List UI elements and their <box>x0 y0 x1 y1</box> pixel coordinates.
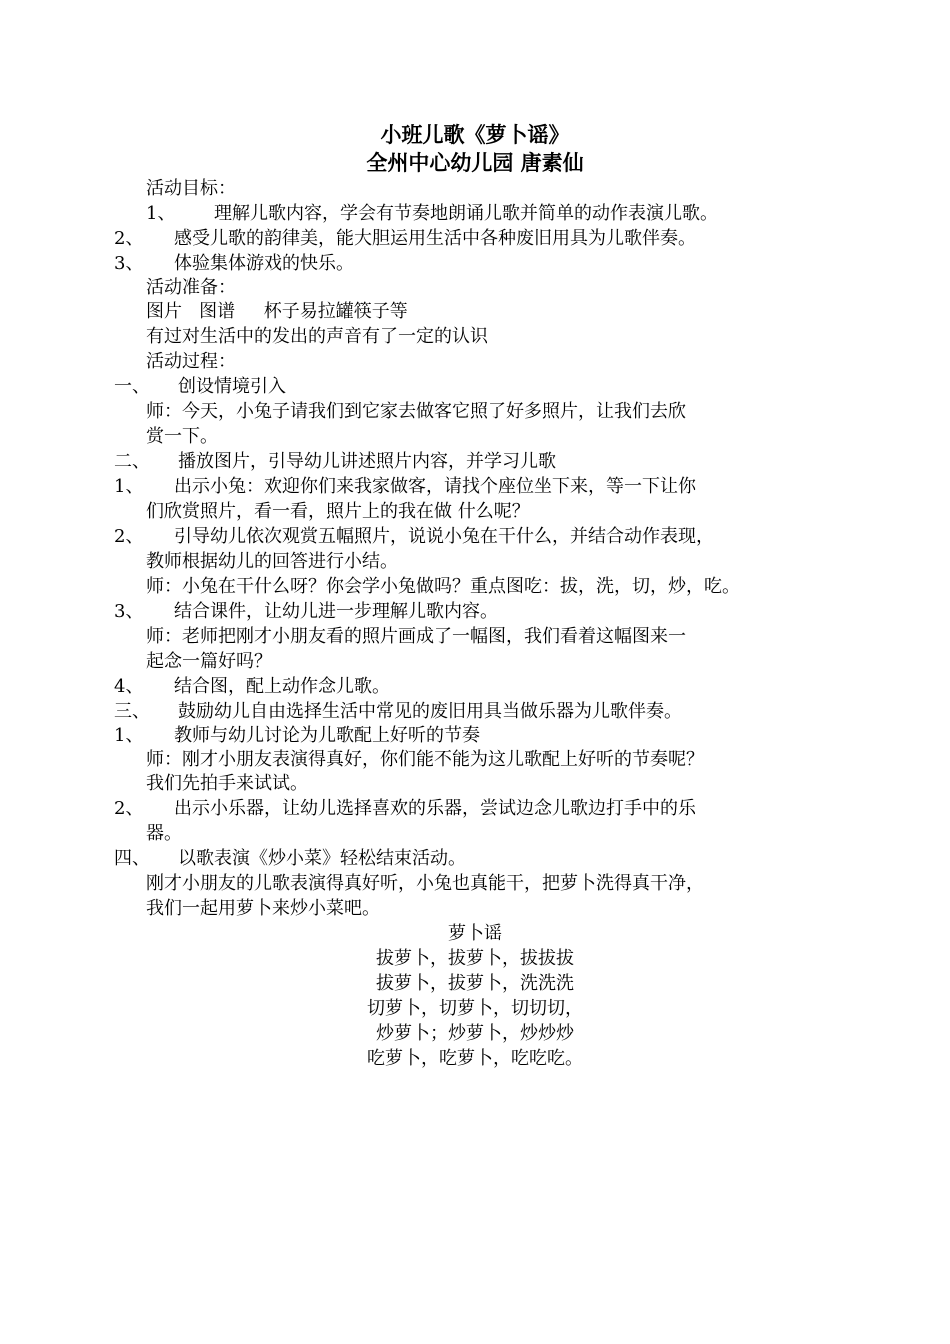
step-item <box>114 600 498 624</box>
step-item <box>114 724 480 748</box>
poem-line: 切萝卜，切萝卜，切切切， <box>367 998 583 1019</box>
step-number: 3、 <box>114 601 144 622</box>
goal-text: 感受儿歌的韵律美，能大胆运用生活中各种废旧用具为儿歌伴奏。 <box>174 228 696 249</box>
paragraph-line: 师：小兔在干什么呀？你会学小兔做吗？重点图吃：拔，洗，切，炒，吃。 <box>146 576 740 597</box>
section-number: 二、 <box>114 451 150 472</box>
section-3-heading <box>114 700 682 724</box>
goals-heading: 活动目标： <box>146 178 236 199</box>
goal-item-2 <box>114 227 696 251</box>
step-number: 2、 <box>114 798 144 819</box>
paragraph-line: 刚才小朋友的儿歌表演得真好听，小兔也真能干，把萝卜洗得真干净， <box>146 873 704 894</box>
poem-title: 萝卜谣 <box>448 923 502 944</box>
prep-heading: 活动准备： <box>146 277 236 298</box>
paragraph-line: 师：刚才小朋友表演得真好，你们能不能为这儿歌配上好听的节奏呢？ <box>146 749 704 770</box>
document-title: 小班儿歌《萝卜谣》 <box>380 122 570 147</box>
section-2-heading <box>114 450 556 474</box>
section-text: 以歌表演《炒小菜》轻松结束活动。 <box>178 848 466 869</box>
paragraph-line: 我们先拍手来试试。 <box>146 773 308 794</box>
section-number: 三、 <box>114 701 150 722</box>
paragraph-line: 赏一下。 <box>146 426 218 447</box>
goal-item-3 <box>114 252 354 276</box>
paragraph-line: 教师根据幼儿的回答进行小结。 <box>146 551 398 572</box>
step-text: 引导幼儿依次观赏五幅照片，说说小兔在干什么，并结合动作表现， <box>174 526 714 547</box>
poem-line: 拔萝卜，拔萝卜，洗洗洗 <box>376 973 574 994</box>
step-text: 教师与幼儿讨论为儿歌配上好听的节奏 <box>174 725 480 746</box>
paragraph-line: 起念一篇好吗？ <box>146 651 272 672</box>
author-line: 全州中心幼儿园 唐素仙 <box>366 150 584 175</box>
paragraph-line: 师：今天，小兔子请我们到它家去做客它照了好多照片，让我们去欣 <box>146 401 686 422</box>
section-text: 鼓励幼儿自由选择生活中常见的废旧用具当做乐器为儿歌伴奏。 <box>178 701 682 722</box>
step-item <box>114 525 714 549</box>
section-text: 播放图片，引导幼儿讲述照片内容，并学习儿歌 <box>178 451 556 472</box>
paragraph-line: 们欣赏照片，看一看，照片上的我在做 什么呢？ <box>146 501 530 522</box>
goal-number: 2、 <box>114 228 144 249</box>
goal-number: 1、 <box>146 203 176 224</box>
section-1-heading <box>114 375 286 399</box>
poem-line: 吃萝卜，吃萝卜，吃吃吃。 <box>367 1048 583 1069</box>
step-number: 4、 <box>114 676 144 697</box>
section-number: 四、 <box>114 848 150 869</box>
step-number: 1、 <box>114 476 144 497</box>
step-item <box>114 475 696 499</box>
section-number: 一、 <box>114 376 150 397</box>
paragraph-line: 器。 <box>146 823 182 844</box>
step-text: 出示小兔：欢迎你们来我家做客，请找个座位坐下来，等一下让你 <box>174 476 696 497</box>
paragraph-line: 我们一起用萝卜来炒小菜吧。 <box>146 898 380 919</box>
goal-text: 体验集体游戏的快乐。 <box>174 253 354 274</box>
process-heading: 活动过程： <box>146 351 236 372</box>
prep-materials: 图片 图谱 杯子易拉罐筷子等 <box>146 301 408 322</box>
paragraph-line: 师：老师把刚才小朋友看的照片画成了一幅图，我们看着这幅图来一 <box>146 626 686 647</box>
step-item <box>114 675 390 699</box>
poem-line: 炒萝卜；炒萝卜，炒炒炒 <box>376 1023 574 1044</box>
goal-number: 3、 <box>114 253 144 274</box>
goal-text: 理解儿歌内容，学会有节奏地朗诵儿歌并简单的动作表演儿歌。 <box>214 203 718 224</box>
section-4-heading <box>114 847 466 871</box>
prep-experience: 有过对生活中的发出的声音有了一定的认识 <box>146 326 488 347</box>
step-text: 结合图，配上动作念儿歌。 <box>174 676 390 697</box>
step-text: 出示小乐器，让幼儿选择喜欢的乐器，尝试边念儿歌边打手中的乐 <box>174 798 696 819</box>
goal-item-1 <box>146 202 718 226</box>
poem-line: 拔萝卜，拔萝卜，拔拔拔 <box>376 948 574 969</box>
step-text: 结合课件，让幼儿进一步理解儿歌内容。 <box>174 601 498 622</box>
step-number: 1、 <box>114 725 144 746</box>
section-text: 创设情境引入 <box>178 376 286 397</box>
step-number: 2、 <box>114 526 144 547</box>
step-item <box>114 797 696 821</box>
